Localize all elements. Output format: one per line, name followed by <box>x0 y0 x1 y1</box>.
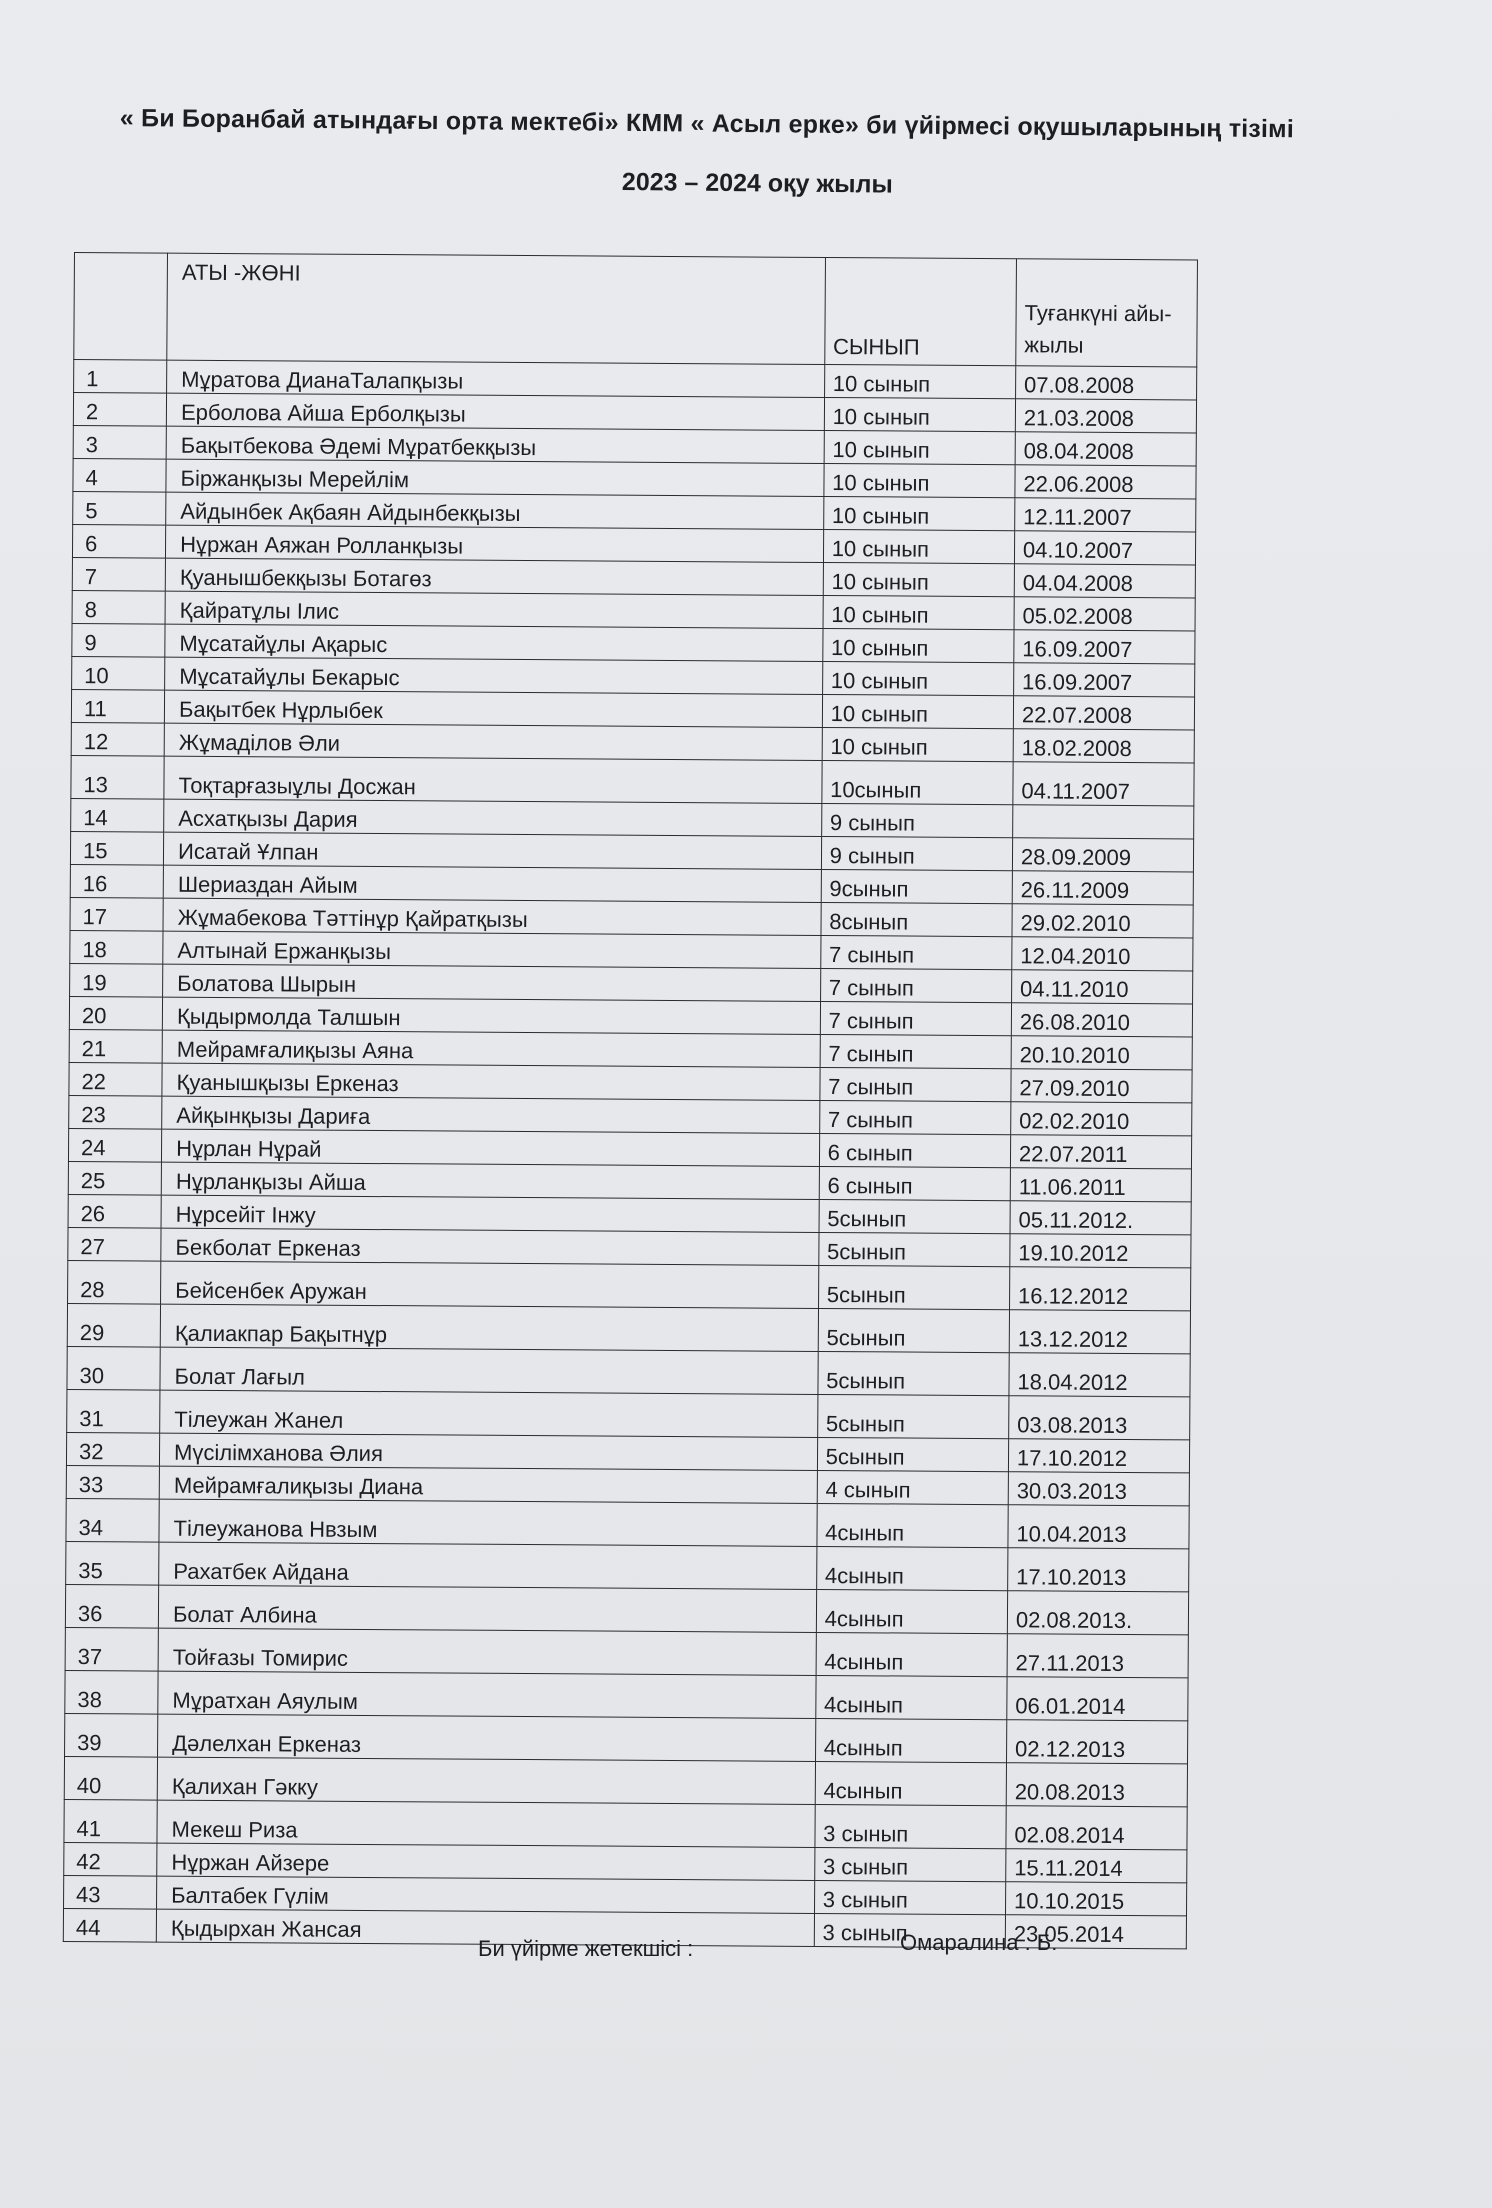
student-name: Мүсілімханова Әлия <box>160 1433 818 1470</box>
row-number: 14 <box>71 798 164 832</box>
student-name: Нұржан Айзере <box>157 1843 815 1880</box>
student-name: Нұржан Аяжан Ролланқызы <box>166 525 824 562</box>
table-row <box>65 1627 1188 1677</box>
student-dob: 27.11.2013 <box>1007 1634 1188 1678</box>
row-number: 11 <box>71 689 164 723</box>
student-grade: 10сынып <box>822 760 1014 804</box>
document-title: « Би Боранбай атындағы орта мектебі» КММ « Асыл ерке» би үйірмесі оқушыларының тізімі <box>119 104 1295 144</box>
row-number: 42 <box>64 1842 157 1876</box>
student-name: Біржанқызы Мерейлім <box>166 459 824 496</box>
student-grade: 4сынып <box>817 1503 1009 1547</box>
row-number: 8 <box>72 590 165 624</box>
student-dob: 04.10.2007 <box>1014 531 1195 565</box>
student-dob: 03.08.2013 <box>1009 1396 1190 1440</box>
row-number: 30 <box>67 1346 160 1390</box>
student-dob: 27.09.2010 <box>1011 1069 1192 1103</box>
student-grade: 4 сынып <box>817 1470 1008 1504</box>
student-dob: 10.04.2013 <box>1008 1505 1189 1549</box>
student-name: Тоқтарғазыұлы Досжан <box>164 756 822 803</box>
row-number: 6 <box>72 524 165 558</box>
student-dob: 02.12.2013 <box>1006 1720 1187 1764</box>
leader-label: Би үйірме жетекшісі : <box>478 1936 694 1961</box>
student-name: Алтынай Ержанқызы <box>163 931 821 968</box>
student-name: Мұсатайұлы Бекарыс <box>165 657 823 694</box>
header-grade: СЫНЫП <box>824 257 1016 365</box>
student-dob: 02.08.2013. <box>1007 1591 1188 1635</box>
student-name: Мейрамғалиқызы Аяна <box>162 1030 820 1067</box>
student-name: Асхатқызы Дария <box>164 799 822 836</box>
row-number: 4 <box>73 458 166 492</box>
student-name: Нұрсейіт Інжу <box>161 1195 819 1232</box>
row-number: 41 <box>64 1799 157 1843</box>
student-grade: 4сынып <box>815 1761 1007 1805</box>
student-name: Шериаздан Айым <box>163 865 821 902</box>
student-dob: 21.03.2008 <box>1015 399 1196 433</box>
table-row <box>64 1756 1187 1806</box>
student-name: Қуанышбекқызы Ботагөз <box>165 558 823 595</box>
student-grade: 6 сынып <box>819 1166 1010 1200</box>
row-number: 17 <box>70 897 163 931</box>
student-dob: 20.10.2010 <box>1011 1036 1192 1070</box>
student-name: Қыдырмолда Талшын <box>162 997 820 1034</box>
roster-table-wrapper <box>63 252 1198 1949</box>
student-name: Бақытбекова Әдемі Мұратбекқызы <box>166 426 824 463</box>
student-dob: 13.12.2012 <box>1009 1310 1190 1354</box>
student-dob: 22.06.2008 <box>1015 465 1196 499</box>
student-grade: 7 сынып <box>820 968 1011 1002</box>
student-grade: 9 сынып <box>821 836 1012 870</box>
student-dob: 26.08.2010 <box>1011 1003 1192 1037</box>
student-name: Бақытбек Нұрлыбек <box>164 690 822 727</box>
student-dob: 05.02.2008 <box>1014 597 1195 631</box>
student-grade: 10 сынып <box>823 529 1014 563</box>
student-grade: 10 сынып <box>822 628 1013 662</box>
student-name: Тілеужан Жанел <box>160 1390 818 1437</box>
row-number: 1 <box>74 360 167 394</box>
student-name: Жұмаділов Әли <box>164 723 822 760</box>
student-name: Қуанышқызы Еркеназ <box>162 1063 820 1100</box>
student-grade: 5сынып <box>818 1351 1010 1395</box>
student-name: Нұрланқызы Айша <box>161 1162 819 1199</box>
row-number: 5 <box>73 491 166 525</box>
student-dob: 15.11.2014 <box>1006 1849 1187 1883</box>
student-name: Қыдырхан Жансая <box>156 1909 814 1946</box>
student-dob: 23.05.2014 <box>1005 1915 1186 1949</box>
row-number: 7 <box>72 557 165 591</box>
student-dob: 04.11.2010 <box>1011 970 1192 1004</box>
student-grade: 9сынып <box>821 869 1012 903</box>
student-dob: 17.10.2012 <box>1008 1439 1189 1473</box>
table-row <box>65 1670 1188 1720</box>
row-number: 16 <box>70 864 163 898</box>
student-dob: 30.03.2013 <box>1008 1472 1189 1506</box>
student-dob: 20.08.2013 <box>1006 1763 1187 1807</box>
student-grade: 4сынып <box>816 1546 1008 1590</box>
table-row <box>66 1541 1189 1591</box>
header-number <box>74 253 168 361</box>
row-number: 18 <box>70 930 163 964</box>
student-grade: 5сынып <box>818 1308 1010 1352</box>
student-grade: 3 сынып <box>814 1913 1005 1947</box>
student-grade: 4сынып <box>815 1718 1007 1762</box>
student-dob: 05.11.2012. <box>1010 1201 1191 1235</box>
student-dob: 16.09.2007 <box>1014 630 1195 664</box>
row-number: 43 <box>64 1875 157 1909</box>
row-number: 12 <box>71 722 164 756</box>
student-name: Мекеш Риза <box>157 1800 815 1847</box>
row-number: 35 <box>66 1541 159 1585</box>
student-name: Жұмабекова Тәттінұр Қайратқызы <box>163 898 821 935</box>
student-grade: 10 сынып <box>822 661 1013 695</box>
row-number: 40 <box>64 1756 157 1800</box>
student-grade: 3 сынып <box>814 1880 1005 1914</box>
student-name: Ерболова Айша Ерболқызы <box>166 393 824 430</box>
academic-year: 2023 – 2024 оқу жылы <box>621 168 893 199</box>
student-grade: 5сынып <box>817 1394 1009 1438</box>
table-row <box>66 1498 1189 1548</box>
student-dob: 12.04.2010 <box>1012 937 1193 971</box>
row-number: 2 <box>73 393 166 427</box>
table-row <box>64 1799 1187 1849</box>
student-name: Бейсенбек Аружан <box>161 1261 819 1308</box>
student-grade: 5сынып <box>817 1437 1008 1471</box>
student-grade: 10 сынып <box>823 562 1014 596</box>
student-dob: 17.10.2013 <box>1008 1548 1189 1592</box>
student-name: Рахатбек Айдана <box>159 1542 817 1589</box>
student-grade: 5сынып <box>818 1265 1010 1309</box>
table-row <box>67 1389 1190 1439</box>
row-number: 22 <box>69 1062 162 1096</box>
student-grade: 10 сынып <box>822 694 1013 728</box>
table-row <box>65 1713 1188 1763</box>
student-name: Мейрамғалиқызы Диана <box>159 1466 817 1503</box>
student-dob: 18.04.2012 <box>1009 1353 1190 1397</box>
student-grade: 7 сынып <box>820 1067 1011 1101</box>
table-row <box>67 1303 1190 1353</box>
table-header-row <box>74 253 1198 367</box>
roster-table-body <box>63 253 1197 1949</box>
student-dob: 28.09.2009 <box>1012 838 1193 872</box>
leader-name: Омаралина . Б. <box>900 1930 1058 1955</box>
student-name: Мұсатайұлы Ақарыс <box>165 624 823 661</box>
row-number: 24 <box>68 1128 161 1162</box>
student-grade: 5сынып <box>818 1232 1009 1266</box>
row-number: 34 <box>66 1498 159 1542</box>
student-name: Болат Лағыл <box>160 1347 818 1394</box>
table-row <box>67 1346 1190 1396</box>
student-grade: 10 сынып <box>822 727 1013 761</box>
student-name: Тілеужанова Нвзым <box>159 1499 817 1546</box>
row-number: 26 <box>68 1194 161 1228</box>
student-name: Дәлелхан Еркеназ <box>158 1714 816 1761</box>
header-name: АТЫ -ЖӨНІ <box>167 253 825 364</box>
student-name: Нұрлан Нұрай <box>162 1129 820 1166</box>
roster-table <box>63 252 1198 1949</box>
table-row <box>71 755 1194 805</box>
student-dob: 06.01.2014 <box>1007 1677 1188 1721</box>
student-grade: 10 сынып <box>824 463 1015 497</box>
row-number: 37 <box>65 1627 158 1671</box>
student-name: Мұратова ДианаТалапқызы <box>167 360 825 397</box>
student-dob: 18.02.2008 <box>1013 729 1194 763</box>
student-grade: 7 сынып <box>820 935 1011 969</box>
student-grade: 4сынып <box>815 1675 1007 1719</box>
row-number: 20 <box>69 996 162 1030</box>
student-name: Айқынқызы Дариға <box>162 1096 820 1133</box>
row-number: 3 <box>73 425 166 459</box>
row-number: 15 <box>70 831 163 865</box>
student-dob: 02.08.2014 <box>1006 1806 1187 1850</box>
student-name: Қалиакпар Бақытнұр <box>160 1304 818 1351</box>
student-grade: 4сынып <box>816 1632 1008 1676</box>
student-dob: 07.08.2008 <box>1015 366 1196 400</box>
row-number: 23 <box>69 1095 162 1129</box>
student-grade: 7 сынып <box>820 1034 1011 1068</box>
student-dob: 04.04.2008 <box>1014 564 1195 598</box>
row-number: 39 <box>65 1713 158 1757</box>
student-name: Қалихан Гәкку <box>157 1757 815 1804</box>
student-dob: 26.11.2009 <box>1012 871 1193 905</box>
row-number: 13 <box>71 755 164 799</box>
row-number: 33 <box>66 1465 159 1499</box>
student-grade: 10 сынып <box>823 595 1014 629</box>
student-grade: 3 сынып <box>814 1847 1005 1881</box>
student-name: Айдынбек Ақбаян Айдынбекқызы <box>166 492 824 529</box>
student-dob: 08.04.2008 <box>1015 432 1196 466</box>
student-dob: 22.07.2008 <box>1013 696 1194 730</box>
student-dob: 22.07.2011 <box>1010 1135 1191 1169</box>
student-dob: 29.02.2010 <box>1012 904 1193 938</box>
student-grade: 6 сынып <box>819 1133 1010 1167</box>
table-row <box>65 1584 1188 1634</box>
row-number: 9 <box>72 623 165 657</box>
row-number: 31 <box>67 1389 160 1433</box>
student-grade: 5сынып <box>819 1199 1010 1233</box>
student-name: Болатова Шырын <box>163 964 821 1001</box>
student-name: Қайратұлы Ілис <box>165 591 823 628</box>
student-dob: 16.12.2012 <box>1009 1267 1190 1311</box>
student-dob: 12.11.2007 <box>1015 498 1196 532</box>
row-number: 36 <box>65 1584 158 1628</box>
student-grade: 10 сынып <box>823 496 1014 530</box>
table-row <box>68 1260 1191 1310</box>
student-grade: 9 сынып <box>821 803 1012 837</box>
student-name: Балтабек Гүлім <box>157 1876 815 1913</box>
row-number: 19 <box>70 963 163 997</box>
row-number: 10 <box>72 656 165 690</box>
row-number: 25 <box>68 1161 161 1195</box>
row-number: 38 <box>65 1670 158 1714</box>
student-grade: 10 сынып <box>824 397 1015 431</box>
student-dob: 11.06.2011 <box>1010 1168 1191 1202</box>
row-number: 28 <box>68 1260 161 1304</box>
student-dob <box>1013 805 1194 839</box>
student-grade: 3 сынып <box>815 1804 1007 1848</box>
student-grade: 7 сынып <box>819 1100 1010 1134</box>
student-name: Исатай Ұлпан <box>163 832 821 869</box>
header-dob: Туғанкүні айы-жылы <box>1016 259 1198 367</box>
student-grade: 7 сынып <box>820 1001 1011 1035</box>
student-grade: 10 сынып <box>824 364 1015 398</box>
student-name: Тойғазы Томирис <box>158 1628 816 1675</box>
row-number: 44 <box>63 1908 156 1942</box>
student-name: Болат Албина <box>158 1585 816 1632</box>
row-number: 27 <box>68 1227 161 1261</box>
row-number: 32 <box>66 1432 159 1466</box>
student-dob: 10.10.2015 <box>1005 1882 1186 1916</box>
student-dob: 16.09.2007 <box>1014 663 1195 697</box>
student-dob: 02.02.2010 <box>1011 1102 1192 1136</box>
student-name: Мұратхан Аяулым <box>158 1671 816 1718</box>
row-number: 21 <box>69 1029 162 1063</box>
student-grade: 8сынып <box>821 902 1012 936</box>
student-grade: 10 сынып <box>824 430 1015 464</box>
student-grade: 4сынып <box>816 1589 1008 1633</box>
student-dob: 19.10.2012 <box>1010 1234 1191 1268</box>
student-dob: 04.11.2007 <box>1013 762 1194 806</box>
row-number: 29 <box>67 1303 160 1347</box>
student-name: Бекболат Еркеназ <box>161 1228 819 1265</box>
